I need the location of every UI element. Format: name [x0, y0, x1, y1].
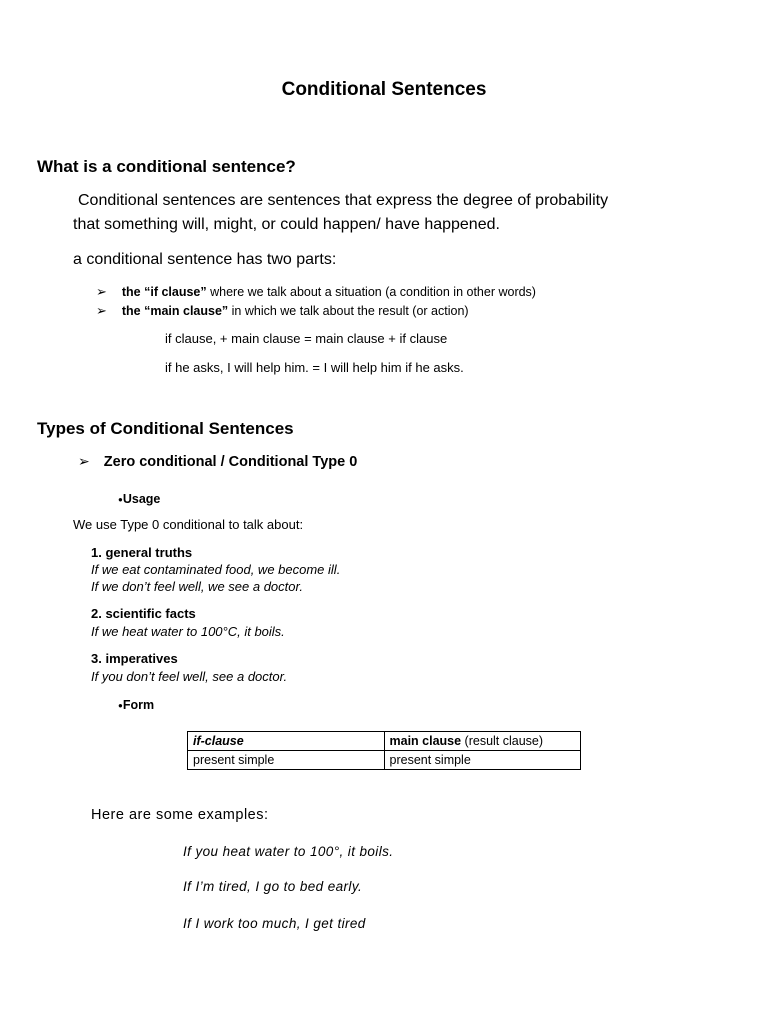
- bullet-icon: ●: [118, 701, 123, 711]
- usage-intro: We use Type 0 conditional to talk about:: [73, 517, 304, 532]
- definition-line-1: Conditional sentences are sentences that express the degree of probability: [78, 192, 609, 209]
- form-label-text: Form: [122, 698, 155, 712]
- use-example: If we don’t feel well, we see a doctor.: [91, 579, 303, 594]
- header-text: main clause: [389, 734, 462, 748]
- table-cell: present simple: [384, 751, 581, 770]
- usage-label-text: Usage: [122, 492, 161, 506]
- arrow-bullet-icon: ➢: [96, 303, 107, 318]
- form-label: [118, 698, 154, 712]
- header-subtext: (result clause): [461, 734, 544, 748]
- arrow-bullet-icon: ➢: [78, 453, 90, 469]
- table-cell: present simple: [188, 751, 385, 770]
- arrow-bullet-icon: ➢: [96, 284, 107, 299]
- type0-heading-text: Zero conditional / Conditional Type 0: [103, 454, 358, 470]
- use-label-general-truths: 1. general truths: [91, 545, 193, 560]
- bullet-icon: ●: [118, 495, 123, 505]
- form-table: [187, 731, 581, 770]
- section-heading-types: Types of Conditional Sentences: [37, 419, 294, 438]
- formula: if clause, + main clause = main clause + if clause: [165, 331, 448, 346]
- definition-line-2: that something will, might, or could happen/ have happened.: [73, 216, 500, 233]
- table-header-row: [188, 732, 581, 751]
- type0-heading: [78, 453, 357, 470]
- table-header-cell: [188, 732, 385, 751]
- parts-intro: a conditional sentence has two parts:: [73, 251, 337, 268]
- table-header-cell: [384, 732, 581, 751]
- use-example: If you don’t feel well, see a doctor.: [91, 669, 288, 684]
- header-text: if-clause: [193, 734, 244, 748]
- examples-intro: Here are some examples:: [91, 807, 269, 823]
- formula-example: if he asks, I will help him. = I will help him if he asks.: [165, 360, 464, 375]
- example-sentence: If I work too much, I get tired: [183, 916, 366, 931]
- page-title: Conditional Sentences: [281, 79, 487, 100]
- use-label-imperatives: 3. imperatives: [91, 651, 178, 666]
- section-heading-what: What is a conditional sentence?: [37, 157, 296, 176]
- use-example: If we heat water to 100°C, it boils.: [91, 624, 285, 639]
- part-item-main-clause: [96, 303, 469, 319]
- use-label-scientific-facts: 2. scientific facts: [91, 606, 196, 621]
- example-sentence: If I’m tired, I go to bed early.: [183, 879, 363, 894]
- part-desc: in which we talk about the result (or action): [228, 304, 469, 318]
- table-row: [188, 751, 581, 770]
- part-desc: where we talk about a situation (a condition in other words): [206, 285, 536, 299]
- use-example: If we eat contaminated food, we become ill.: [91, 562, 341, 577]
- part-item-if-clause: [96, 284, 536, 300]
- example-sentence: If you heat water to 100°, it boils.: [183, 844, 394, 859]
- usage-label: [118, 492, 160, 506]
- part-term: the “if clause”: [121, 285, 207, 299]
- part-term: the “main clause”: [121, 304, 229, 318]
